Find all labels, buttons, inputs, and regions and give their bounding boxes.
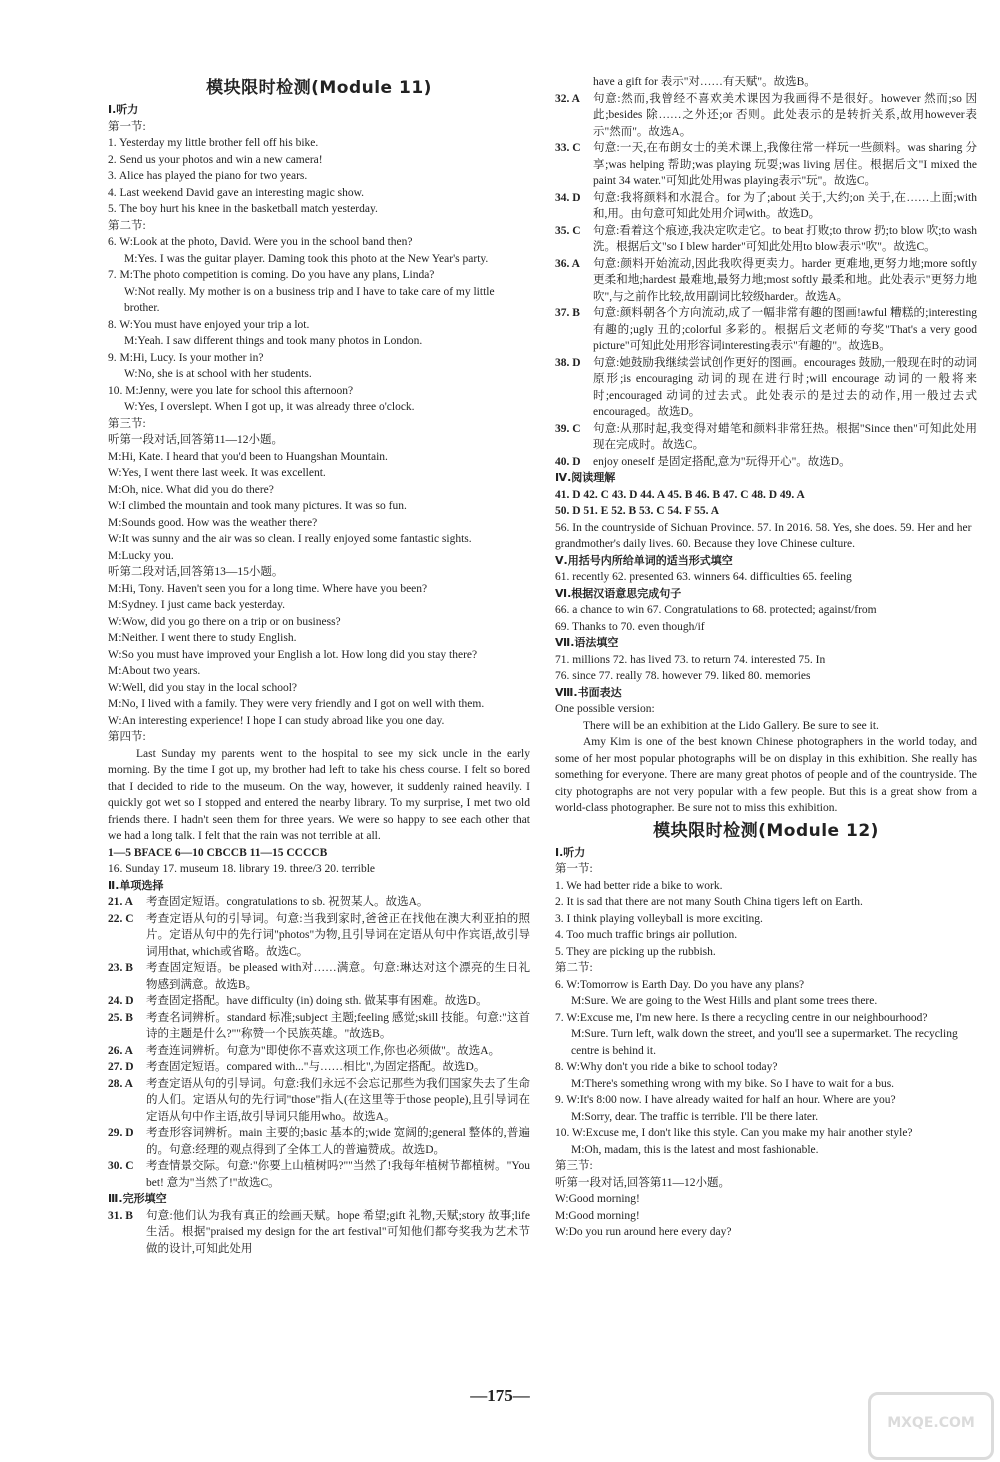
answer-item [108,911,530,961]
text-line: M:Hi, Tony. Haven't seen you for a long time. Where have you been? [108,582,428,595]
answer-number: 28. A [108,1077,133,1090]
part2-label: 第二节: [108,219,146,232]
writing-paragraph-2: Amy Kim is one of the best known Chinese photographers in the world today, and some of her most popular photographs will be on display in this exhibition. She really has something for everyone. There are many great photos of people and of the countryside. The city photographs are not very popular with a few people. But this is a great show from a world-class photographer. Be sure not to miss this exhibition. [555,736,977,814]
text-line: M:Sydney. I just came back yesterday. [108,599,286,611]
part3-dialog-1 [108,449,530,565]
answer-explanation: 句意:看着这个痕迹,我决定吹走它。to beat 打败;to throw 扔;to blow 吹;to wash 洗。根据后文"so I blew harder"可知此处用to blow表示"吹"。故选C。 [593,224,977,253]
page-number: —175— [470,1386,530,1405]
text-line: M:Oh, nice. What did you do there? [108,483,274,496]
grammar-heading: Ⅶ.语法填空 [555,636,619,649]
answer-explanation: 句意:他们认为我有真正的绘画天赋。hope 希望;gift 礼物,天赋;story 故事;life 生活。根据"praised my design for the art festival"可知他们都夸奖我为艺术节做的设计,可知此处用 [146,1209,530,1255]
answer-item [108,960,530,993]
grammar-answers-2: 76. since 77. really 78. however 79. liked 80. memories [555,670,811,682]
translation-answers-2: 69. Thanks to 70. even though/if [555,620,705,633]
text-line: 10. W:Excuse me, I don't like this style. Can you make my hair another style? [555,1127,913,1139]
answer-explanation: have a gift for 表示"对……有天赋"。故选B。 [593,76,816,88]
answers-16-20: 16. Sunday 17. museum 18. library 19. three/3 20. terrible [108,863,376,875]
answer-item [555,190,977,223]
text-line: W:Not really. My mother is on a business trip and I have to take care of my little brother. [124,285,495,314]
part3-intro-2: 听第二段对话,回答第13—15小题。 [108,566,284,578]
part4-label: 第四节: [108,731,146,743]
answer-explanation: 句意:她鼓励我继续尝试创作更好的图画。encourages 鼓励,一般现在时的动词原形;is encouraging 动词的现在进行时;will encourage 动词的一般将来时;encouraged 动词的过去式。此处表示的是过去的动作,用一般过去式encouraged。故选D。 [593,356,977,418]
answer-item [108,993,530,1010]
text-line: 1. Yesterday my little brother fell off his bike. [108,137,319,149]
answer-number: 30. C [108,1160,134,1172]
text-line: 7. W:Excuse me, I'm new here. Is there a recycling centre in our neighbourhood? [555,1011,928,1024]
answer-number: 23. B [108,962,133,974]
answer-number: 35. C [555,224,581,237]
answer-explanation: 考查固定短语。congratulations to sb. 祝贺某人。故选A。 [146,896,429,908]
text-line: 5. The boy hurt his knee in the basketball match yesterday. [108,203,378,215]
text-line: W:So you must have improved your English a lot. How long did you stay there? [108,648,478,661]
answer-explanation: 句意:然而,我曾经不喜欢美术课因为我画得不是很好。however 然而;so 因此;besides 除……之外还;or 否则。此处表示的是转折关系,故用however表示"然而"。故选A。 [593,92,977,138]
answer-number: 38. D [555,356,581,369]
listening-heading: Ⅰ.听力 [108,103,139,116]
text-line: 2. Send us your photos and win a new camera! [108,153,323,166]
text-line: M:Sorry, dear. The traffic is terrible. I'll be there later. [571,1110,819,1123]
text-line: W:No, she is at school with her students. [124,368,312,380]
answers-1-15: 1—5 BFACE 6—10 CBCCB 11—15 CCCCB [108,846,328,859]
answer-item [108,1059,530,1076]
text-line: 1. We had better ride a bike to work. [555,879,723,892]
answer-number: 25. B [108,1011,133,1024]
writing-label: One possible version: [555,703,655,715]
part3-label: 第三节: [108,417,146,430]
text-line: 8. W:Why don't you ride a bike to school today? [555,1061,778,1073]
answer-explanation: 考查固定短语。be pleased with对……满意。句意:琳达对这个漂亮的生日礼物感到满意。故选B。 [146,962,530,991]
answer-explanation: 考查固定搭配。have difficulty (in) doing sth. 做某事有困难。故选D。 [146,995,488,1007]
answer-item [555,421,977,454]
answer-item [555,223,977,256]
text-line: M:Yeah. I saw different things and took many photos in London. [124,335,423,347]
answer-item [108,1208,530,1258]
reading-answers-3: 56. In the countryside of Sichuan Province. 57. In 2016. 58. Yes, she does. 59. Her and her grandmother's daily lives. 60. Because they love Chinese culture. [555,521,972,550]
answer-item [555,140,977,190]
text-line: 8. W:You must have enjoyed your trip a lot. [108,318,310,331]
answer-number: 26. A [108,1044,133,1057]
text-line: M:Good morning! [555,1209,640,1222]
listening2-part3-dialog [555,1191,977,1241]
answer-number: 29. D [108,1127,134,1139]
answer-explanation: 考查定语从句的引导词。句意:当我到家时,爸爸正在找他在澳大利亚拍的照片。定语从句中的先行词"photos"为物,且引导词在定语从句中作宾语,故引导词用that, which或省略。故选C。 [146,912,530,958]
answer-item [108,894,530,911]
text-line: 5. They are picking up the rubbish. [555,945,716,958]
answer-item [108,1043,530,1060]
text-line: 6. W:Tomorrow is Earth Day. Do you have any plans? [555,978,805,991]
text-line: W:Good morning! [555,1193,640,1205]
module-12-title: 模块限时检测(Module 12) [653,820,879,841]
answer-number: 37. B [555,307,580,319]
word-form-answers: 61. recently 62. presented 63. winners 64. difficulties 65. feeling [555,571,852,583]
answer-number: 32. A [555,92,580,105]
right-column [555,74,977,1241]
answer-explanation: 句意:我将颜料和水混合。for 为了;about 关于,大约;on 关于,在……上面;with 和,用。由句意可知此处用介词with。故选D。 [593,191,977,220]
answer-explanation: enjoy oneself 是固定搭配,意为"玩得开心"。故选D。 [593,455,851,468]
text-line: W:An interesting experience! I hope I can study abroad like you one day. [108,714,445,727]
answer-item [555,454,977,471]
text-line: 4. Last weekend David gave an interesting magic show. [108,186,365,199]
answer-explanation: 考查情景交际。句意:"你要上山植树吗?""当然了!我每年植树节都植树。"You bet! 意为"当然了!"故选C。 [146,1160,530,1189]
part4-passage: Last Sunday my parents went to the hospital to see my sick uncle in the early morning. By the time I got up, my brother had left to take his chess course. I felt so bored that I decided to ride to the museum. On the way, however, it suddenly rained heavily. I quickly got wet so I stopped and entered the nearby library. To my surprise, I met two old friends there. I hadn't seen them for three years. We were so happy to see each other that we had a long talk. I felt that the rain was not terrible at all. [108,747,530,842]
text-line: M:Hi, Kate. I heard that you'd been to Huangshan Mountain. [108,450,388,463]
answer-item [108,1010,530,1043]
answer-item [555,256,977,306]
reading-heading: Ⅳ.阅读理解 [555,471,616,484]
answer-number: 22. C [108,912,134,925]
l2-part2-label: 第二节: [555,962,593,974]
l2-part3-label: 第三节: [555,1160,593,1172]
answer-number: 34. D [555,191,581,204]
cloze-continued-list [555,74,977,470]
text-line: 6. W:Look at the photo, David. Were you in the school band then? [108,236,413,248]
answer-explanation: 考查形容词辨析。main 主要的;basic 基本的;wide 宽阔的;general 整体的,普遍的。句意:经理的观点得到了全体工人的普遍赞成。故选D。 [146,1127,530,1156]
text-line: M:Sure. We are going to the West Hills and plant some trees there. [571,995,878,1007]
translation-answers-1: 66. a chance to win 67. Congratulations to 68. protected; against/from [555,604,877,616]
answer-number: 40. D [555,455,581,468]
text-line: 2. It is sad that there are not many South China tigers left on Earth. [555,896,863,908]
part3-intro-1: 听第一段对话,回答第11—12小题。 [108,434,283,446]
listening-part2-list [108,234,530,416]
text-line: M:Lucky you. [108,549,174,562]
text-line: M:Sounds good. How was the weather there? [108,516,318,529]
answer-item [555,91,977,141]
left-column [108,74,530,1257]
listening-part1-list [108,135,530,218]
text-line: 9. W:It's 8:00 now. I have already waited for half an hour. Where are you? [555,1094,896,1106]
text-line: 3. Alice has played the piano for two years. [108,170,308,182]
answer-item [108,1125,530,1158]
answer-number: 39. C [555,422,581,435]
answer-item [108,1158,530,1191]
text-line: W:It was sunny and the air was so clean. I really enjoyed some fantastic sights. [108,533,472,545]
answer-item [555,355,977,421]
listening2-part2-list [555,977,977,1159]
text-line: W:Well, did you stay in the local school? [108,681,297,694]
answer-number: 36. A [555,257,580,270]
single-choice-heading: Ⅱ.单项选择 [108,878,164,892]
text-line: M:No, I lived with a family. They were very friendly and I got on well with them. [108,698,485,710]
text-line: W:Yes, I overslept. When I got up, it was already three o'clock. [124,401,415,413]
answer-explanation: 句意:一天,在布朗女士的美术课上,我像往常一样玩一些颜料。was sharing 分享;was helping 帮助;was playing 玩耍;was living 居住。根据后文"I mixed the paint 34 water."可知此处用was playing表示"玩"。故选C。 [593,142,977,187]
answer-explanation: 考查名词辨析。standard 标准;subject 主题;feeling 感觉;skill 技能。句意:"这首诗的主题是什么?""称赞一个民族英雄。"故选B。 [146,1011,530,1040]
reading-answers-2: 50. D 51. E 52. B 53. C 54. F 55. A [555,505,720,517]
text-line: W:Do you run around here every day? [555,1226,732,1238]
answer-item [555,305,977,355]
answer-item [108,1076,530,1126]
listening2-part1-list [555,878,977,961]
answer-explanation: 考查固定短语。compared with..."与……相比",为固定搭配。故选D。 [146,1061,486,1073]
text-line: M:Oh, madam, this is the latest and most fashionable. [571,1143,819,1156]
text-line: 7. M:The photo competition is coming. Do you have any plans, Linda? [108,269,435,281]
answer-explanation: 考查定语从句的引导词。句意:我们永远不会忘记那些为我们国家失去了生命的人们。定语从句的先行词"those"指人(在这里等于those people),且引导词在定语从句中作主语,故引导词只能用who。故选A。 [146,1077,530,1123]
answer-number: 24. D [108,995,134,1007]
module-11-title: 模块限时检测(Module 11) [206,78,432,98]
text-line: 10. M:Jenny, were you late for school this afternoon? [108,384,354,397]
text-line: W:Wow, did you go there on a trip or on business? [108,615,341,628]
text-line: M:Neither. I went there to study English. [108,632,297,644]
writing-heading: Ⅷ.书面表达 [555,685,622,699]
cloze-heading: Ⅲ.完形填空 [108,1192,167,1205]
text-line: 4. Too much traffic brings air pollution. [555,929,738,941]
text-line: 3. I think playing volleyball is more exciting. [555,912,763,925]
text-line: M:There's something wrong with my bike. So I have to wait for a bus. [571,1077,895,1090]
watermark-logo: MXQE.COM [868,1392,994,1460]
word-form-heading: Ⅴ.用括号内所给单词的适当形式填空 [555,553,733,567]
l2-part1-label: 第一节: [555,863,593,875]
text-line: 9. M:Hi, Lucy. Is your mother in? [108,351,264,364]
writing-paragraph-1: There will be an exhibition at the Lido Gallery. Be sure to see it. [583,719,879,732]
grammar-answers-1: 71. millions 72. has lived 73. to return 74. interested 75. In [555,653,826,666]
reading-answers-1: 41. D 42. C 43. D 44. A 45. B 46. B 47. C 48. D 49. A [555,488,805,501]
answer-number: 31. B [108,1209,133,1222]
cloze-list [108,1208,530,1258]
translation-heading: Ⅵ.根据汉语意思完成句子 [555,586,682,600]
part1-label: 第一节: [108,120,146,133]
text-line: M:Sure. Turn left, walk down the street, and you'll see a supermarket. The recycling centre is behind it. [571,1028,958,1057]
text-line: M:About two years. [108,665,201,677]
l2-part3-intro: 听第一段对话,回答第11—12小题。 [555,1176,730,1189]
answer-number: 21. A [108,896,133,908]
answer-number: 33. C [555,142,581,154]
answer-explanation: 句意:从那时起,我变得对蜡笔和颜料非常狂热。根据"Since then"可知此处用现在完成时。故选C。 [593,422,977,451]
text-line: W:Yes, I went there last week. It was excellent. [108,467,326,479]
answer-item [555,74,977,91]
text-line: W:I climbed the mountain and took many pictures. It was so fun. [108,500,407,512]
answer-number [555,74,593,91]
listening2-heading: Ⅰ.听力 [555,845,586,859]
text-line: M:Yes. I was the guitar player. Daming took this photo at the New Year's party. [124,252,489,265]
answer-explanation: 句意:颜料朝各个方向流动,成了一幅非常有趣的图画!awful 糟糕的;interesting 有趣的;ugly 丑的;colorful 多彩的。根据后文老师的夸奖"That's a very good picture"可知此处用形容词interesting表示"有趣的"。故选B。 [593,307,977,352]
part3-dialog-2 [108,581,530,730]
answer-explanation: 考查连词辨析。句意为"即使你不喜欢这项工作,你也必须做"。故选A。 [146,1044,501,1057]
answer-explanation: 句意:颜料开始流动,因此我吹得更卖力。harder 更难地,更努力地;more softly 更柔和地;hardest 最难地,最努力地;most softly 最柔和地。此处表示"更努力地吹",与之前作比较,故用副词比较级harder。故选A。 [593,257,977,303]
single-choice-list [108,894,530,1191]
answer-number: 27. D [108,1061,134,1073]
